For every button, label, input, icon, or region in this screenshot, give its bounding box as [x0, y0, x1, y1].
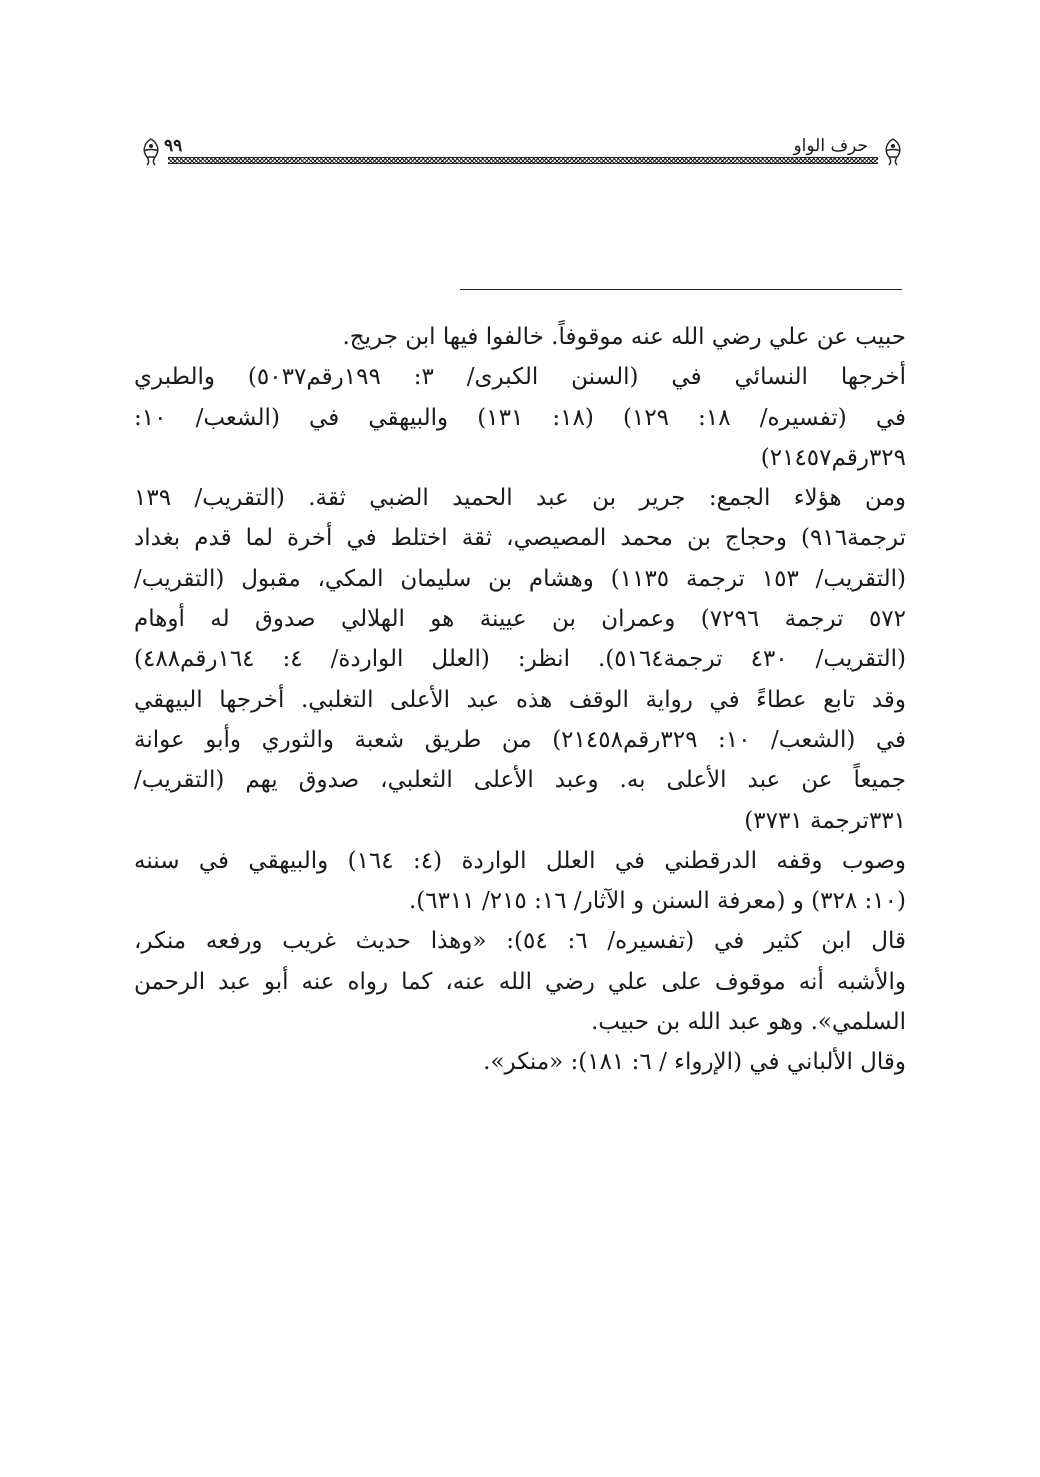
- paragraph: [134, 921, 906, 1042]
- text-line: ترجمة٩١٦) وحجاج بن محمد المصيصي، ثقة اختلط في أخرة لما قدم بغداد: [134, 525, 906, 552]
- paragraph: [134, 841, 906, 922]
- text-line: في (الشعب/ ١٠: ٣٢٩رقم٢١٤٥٨) من طريق شعبة والثوري وأبو عوانة: [134, 726, 907, 753]
- text-line: ومن هؤلاء الجمع: جرير بن عبد الحميد الضبي ثقة. (التقريب/ ١٣٩: [134, 485, 906, 512]
- text-line: السلمي». وهو عبد الله بن حبيب.: [590, 1009, 906, 1036]
- chapter-title: حرف الواو: [787, 135, 874, 157]
- text-line: (التقريب/ ٤٣٠ ترجمة٥١٦٤). انظر: (العلل الواردة/ ٤: ١٦٤رقم٤٨٨): [134, 646, 907, 673]
- text-line: حبيب عن علي رضي الله عنه موقوفاً. خالفوا فيها ابن جريج.: [342, 324, 906, 350]
- text-line: (التقريب/ ١٥٣ ترجمة ١١٣٥) وهشام بن سليمان المكي، مقبول (التقريب/: [134, 565, 906, 592]
- text-line: قال ابن كثير في (تفسيره/ ٦: ٥٤): «وهذا حديث غريب ورفعه منكر،: [134, 928, 906, 955]
- text-line: ٣٣١ترجمة ٣٧٣١): [744, 807, 906, 834]
- text-line: (١٠: ٣٢٨) و (معرفة السنن و الآثار/ ١٦: ٢١٥/ ٦٣١١).: [408, 888, 906, 915]
- text-line: جميعاً عن عبد الأعلى به. وعبد الأعلى الثعلبي، صدوق يهم (التقريب/: [134, 767, 906, 794]
- page-number: ٩٩: [160, 135, 186, 157]
- text-line: والأشبه أنه موقوف على علي رضي الله عنه، كما رواه عنه أبو عبد الرحمن: [134, 968, 906, 995]
- text-line: أخرجها النسائي في (السنن الكبرى/ ٣: ١٩٩رقم٥٠٣٧) والطبري: [134, 364, 906, 391]
- footnote-text: [134, 317, 906, 1317]
- text-line: وقد تابع عطاءً في رواية الوقف هذه عبد الأعلى التغلبي. أخرجها البيهقي: [134, 686, 906, 713]
- text-line: ٣٢٩رقم٢١٤٥٧): [760, 444, 906, 471]
- paragraph: [134, 478, 906, 841]
- text-line: في (تفسيره/ ١٨: ١٢٩) (١٨: ١٣١) والبيهقي في (الشعب/ ١٠:: [134, 404, 906, 431]
- paragraph: [134, 357, 906, 478]
- paragraph: [134, 1042, 906, 1082]
- text-line: وقال الألباني في (الإرواء / ٦: ١٨١): «منكر».: [483, 1049, 906, 1076]
- footnote-separator: [460, 289, 902, 290]
- text-line: وصوب وقفه الدرقطني في العلل الواردة (٤: ١٦٤) والبيهقي في سننه: [134, 847, 906, 874]
- text-line: ٥٧٢ ترجمة ٧٢٩٦) وعمران بن عيينة هو الهلالي صدوق له أوهام: [134, 606, 906, 633]
- paragraph: [134, 317, 906, 357]
- header-rule: [168, 157, 878, 164]
- floral-ornament-icon: [880, 137, 906, 167]
- page-header: [130, 135, 910, 175]
